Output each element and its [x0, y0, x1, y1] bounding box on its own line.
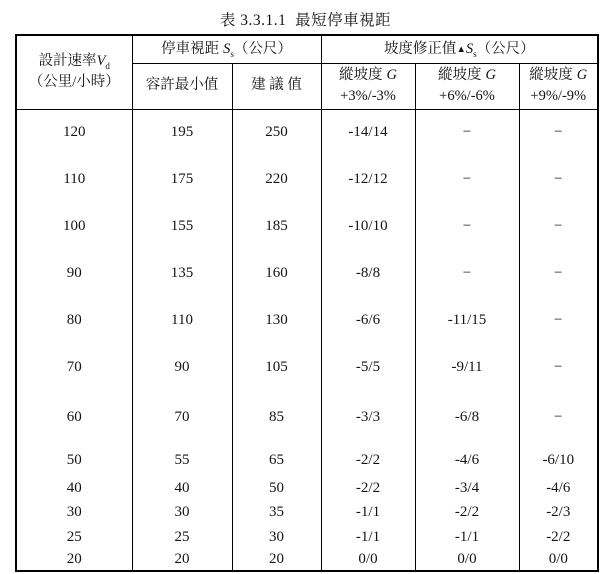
cell-min: 135: [132, 250, 232, 297]
header-grade-9: 縱坡度 G +9%/-9%: [519, 63, 598, 109]
cell-min: 70: [132, 391, 232, 443]
cell-g6: −: [415, 156, 519, 203]
table-row: [16, 391, 598, 443]
header-design-speed: [16, 35, 132, 109]
cell-g9: −: [519, 156, 598, 203]
cell-g3: -2/2: [321, 477, 415, 500]
cell-min: 155: [132, 203, 232, 250]
cell-g3: -2/2: [321, 443, 415, 477]
cell-g3: -3/3: [321, 391, 415, 443]
cell-min: 90: [132, 344, 232, 391]
grade-unit: （公尺）: [476, 40, 535, 57]
cell-g3: -5/5: [321, 344, 415, 391]
cell-min: 110: [132, 297, 232, 344]
cell-g9: −: [519, 297, 598, 344]
table-row: [16, 109, 598, 156]
cell-g6: -3/4: [415, 477, 519, 500]
grade-label: 坡度修正值: [383, 40, 457, 57]
cell-g6: −: [415, 250, 519, 297]
cell-g3: -8/8: [321, 250, 415, 297]
cell-min: 25: [132, 525, 232, 549]
cell-rec: 85: [232, 391, 321, 443]
cell-rec: 30: [232, 525, 321, 549]
cell-g9: -2/2: [519, 525, 598, 549]
speed-subscript: d: [105, 61, 110, 72]
cell-g6: -11/15: [415, 297, 519, 344]
cell-rec: 185: [232, 203, 321, 250]
cell-g9: -2/3: [519, 500, 598, 525]
cell-g9: −: [519, 344, 598, 391]
header-allowable-min: 容許最小值: [132, 63, 232, 109]
cell-min: 175: [132, 156, 232, 203]
cell-rec: 50: [232, 477, 321, 500]
cell-rec: 250: [232, 109, 321, 156]
table-row: [16, 297, 598, 344]
cell-g3: -10/10: [321, 203, 415, 250]
cell-speed: 120: [16, 109, 132, 156]
header-grade-3: 縱坡度 G +3%/-3%: [321, 63, 415, 109]
table-row: [16, 156, 598, 203]
table-row: [16, 549, 598, 571]
cell-g6: -2/2: [415, 500, 519, 525]
table-row: [16, 443, 598, 477]
header-row-1: [16, 35, 598, 63]
cell-g3: -14/14: [321, 109, 415, 156]
cell-rec: 35: [232, 500, 321, 525]
header-recommended: 建 議 值: [232, 63, 321, 109]
sight-distance-table: [15, 34, 599, 572]
cell-speed: 25: [16, 525, 132, 549]
table-row: [16, 525, 598, 549]
table-row: [16, 500, 598, 525]
cell-g3: -1/1: [321, 525, 415, 549]
cell-min: 55: [132, 443, 232, 477]
cell-speed: 70: [16, 344, 132, 391]
cell-speed: 50: [16, 443, 132, 477]
cell-min: 195: [132, 109, 232, 156]
cell-speed: 110: [16, 156, 132, 203]
table-row: [16, 477, 598, 500]
table-row: [16, 344, 598, 391]
speed-variable: V: [96, 53, 106, 70]
ssd-subscript: s: [230, 48, 234, 59]
ssd-unit: （公尺）: [233, 40, 292, 57]
cell-rec: 220: [232, 156, 321, 203]
cell-speed: 30: [16, 500, 132, 525]
cell-rec: 105: [232, 344, 321, 391]
table-row: [16, 250, 598, 297]
cell-speed: 80: [16, 297, 132, 344]
cell-rec: 160: [232, 250, 321, 297]
cell-g9: −: [519, 250, 598, 297]
table-title: 表 3.3.1.1 最短停車視距: [219, 12, 392, 29]
cell-speed: 40: [16, 477, 132, 500]
cell-g9: −: [519, 203, 598, 250]
header-grade-6: 縱坡度 G +6%/-6%: [415, 63, 519, 109]
cell-g9: 0/0: [519, 549, 598, 571]
cell-min: 20: [132, 549, 232, 571]
cell-g3: -6/6: [321, 297, 415, 344]
cell-rec: 20: [232, 549, 321, 571]
cell-speed: 100: [16, 203, 132, 250]
cell-g9: −: [519, 109, 598, 156]
ssd-variable: S: [223, 40, 231, 57]
cell-speed: 60: [16, 391, 132, 443]
cell-g9: -4/6: [519, 477, 598, 500]
cell-g3: -1/1: [321, 500, 415, 525]
cell-speed: 20: [16, 549, 132, 571]
ssd-label: 停車視距: [161, 40, 220, 57]
cell-g6: −: [415, 109, 519, 156]
cell-g6: -6/8: [415, 391, 519, 443]
cell-g6: −: [415, 203, 519, 250]
cell-g3: 0/0: [321, 549, 415, 571]
cell-g9: -6/10: [519, 443, 598, 477]
cell-g6: -1/1: [415, 525, 519, 549]
grade-subscript: s: [473, 48, 477, 59]
cell-min: 30: [132, 500, 232, 525]
grade-variable: S: [465, 40, 474, 57]
cell-min: 40: [132, 477, 232, 500]
cell-g6: -9/11: [415, 344, 519, 391]
cell-g6: 0/0: [415, 549, 519, 571]
cell-rec: 65: [232, 443, 321, 477]
cell-g3: -12/12: [321, 156, 415, 203]
delta-icon: ▲: [456, 44, 466, 55]
cell-g6: -4/6: [415, 443, 519, 477]
cell-speed: 90: [16, 250, 132, 297]
table-row: [16, 203, 598, 250]
header-grade-group: [321, 35, 598, 63]
speed-unit: （公里/小時）: [28, 74, 120, 91]
design-speed-label: 設計速率: [38, 53, 97, 70]
cell-g9: −: [519, 391, 598, 443]
cell-rec: 130: [232, 297, 321, 344]
header-ssd-group: [132, 35, 321, 63]
